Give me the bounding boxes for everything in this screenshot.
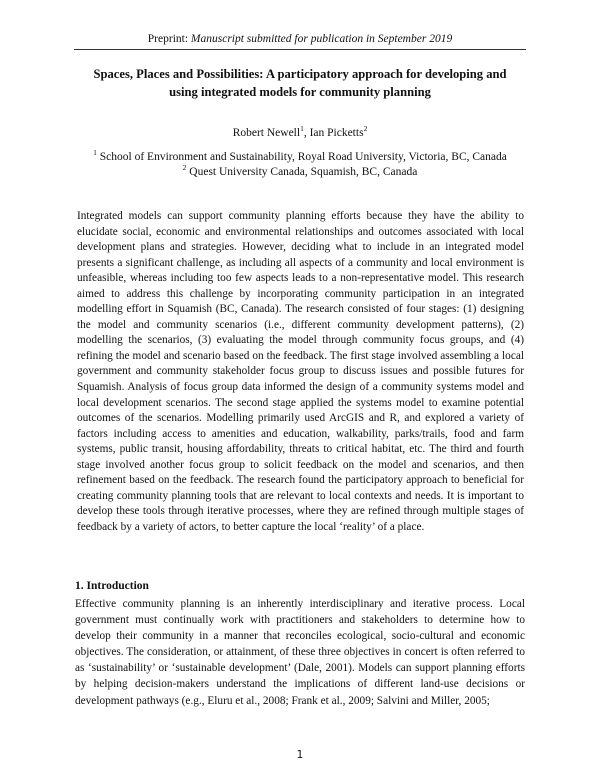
author-affil-mark: 1 <box>300 124 304 133</box>
section-heading: 1. Introduction <box>75 580 149 592</box>
header-note: Manuscript submitted for publication in September 2019 <box>190 33 453 45</box>
page-number: 1 <box>296 749 304 761</box>
header-rule <box>74 49 526 50</box>
section-body: Effective community planning is an inherently interdisciplinary and iterative process. Local government must continually work with practitioners and stakeholders to determine how to develop their community in a manner that reconciles ecological, socio-cultural and economic objectives. The consideration, or attainment, of these three objectives in concert is often referred to as ‘sustainability’ or ‘sustainable development’ (Dale, 2001). Models can support planning efforts by helping decision-makers understand the implications of different land-use decisions or development pathways (e.g., Eluru et al., 2008; Frank et al., 2009; Salvini and Miller, 2005; <box>75 598 525 707</box>
affiliation-mark: 1 <box>93 148 97 157</box>
author-list <box>0 126 600 140</box>
title-line-1: Spaces, Places and Possibilities: A participatory approach for developing and <box>93 67 507 81</box>
affiliation-text: School of Environment and Sustainability, Royal Road University, Victoria, BC, Canada <box>99 151 507 163</box>
running-header <box>75 32 525 46</box>
affiliation-text: Quest University Canada, Squamish, BC, Canada <box>189 166 418 178</box>
header-label: Preprint: <box>147 33 189 45</box>
author-separator: , <box>303 127 310 139</box>
author-name: Ian Picketts <box>309 127 364 139</box>
affiliation <box>0 150 600 164</box>
affiliation-mark: 2 <box>182 163 187 172</box>
title-line-2: using integrated models for community planning <box>169 85 431 99</box>
affiliation <box>0 165 600 179</box>
abstract: Integrated models can support community planning efforts because they have the ability to elucidate social, economic and environmental relationships and outcomes associated with local development plans and strategies. However, deciding what to include in an integrated model presents a significant challenge, as including all aspects of a community and local environment is unfeasible, whereas including too few aspects leads to a non-representative model. This research aimed to address this challenge by incorporating community participation in an integrated modelling effort in Squamish (BC, Canada). The research consisted of four stages: (1) designing the model and community scenarios (i.e., different community development patterns), (2) modelling the scenarios, (3) evaluating the model through community focus groups, and (4) refining the model and scenario based on the feedback. The first stage involved assembling a local government and community stakeholder focus group to discuss issues and possible futures for Squamish. Analysis of focus group data informed the design of a community systems model and local development scenarios. The second stage applied the systems model to examine potential outcomes of the scenarios. Modelling primarily used ArcGIS and R, and explored a variety of factors including access to amenities and education, walkability, parks/trails, food and farm systems, public transit, housing affordability, threats to critical habitat, etc. The third and fourth stage involved another focus group to solicit feedback on the model and scenarios, and then refinement based on the feedback. The research found the participatory approach to beneficial for creating community planning tools that are relevant to local contexts and needs. It is important to develop these tools through iterative processes, where they are refined through multiple stages of feedback by a variety of actors, to better capture the local ‘reality’ of a place. <box>77 210 524 533</box>
author-name: Robert Newell <box>232 127 301 139</box>
author-affil-mark: 2 <box>363 124 368 133</box>
paper-title <box>64 65 536 101</box>
